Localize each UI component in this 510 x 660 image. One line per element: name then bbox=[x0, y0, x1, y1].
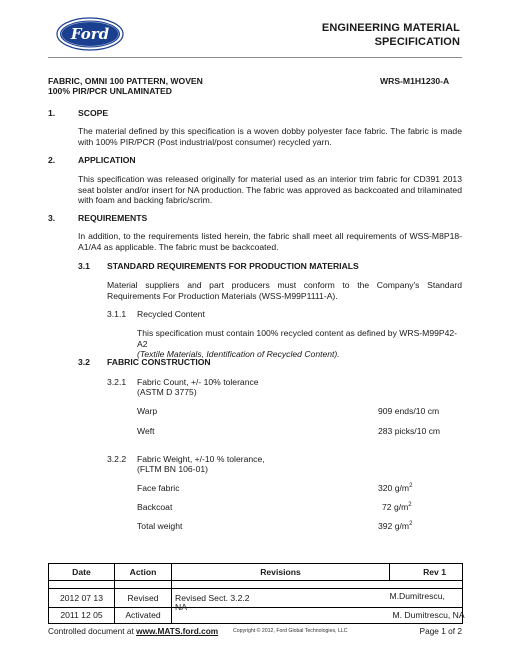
page-number: Page 1 of 2 bbox=[419, 626, 462, 636]
warp-value: 909 ends/10 cm bbox=[378, 406, 440, 416]
header-divider bbox=[48, 57, 462, 58]
revision-action: Revised bbox=[115, 589, 172, 608]
section-number-2: 2. bbox=[48, 155, 56, 165]
backcoat-label: Backcoat bbox=[137, 502, 173, 512]
table-row bbox=[49, 589, 463, 608]
revision-table-header bbox=[49, 564, 463, 581]
revision-table bbox=[48, 563, 463, 624]
section-3-1-1-text bbox=[137, 328, 467, 360]
revision-author: M. Dumitrescu, NA bbox=[390, 608, 463, 624]
recycled-content-requirement: This specification must contain 100% recycled content as defined by WRS-M99P42-A2 bbox=[137, 328, 458, 349]
section-heading-3-2: FABRIC CONSTRUCTION bbox=[107, 357, 211, 367]
section-heading-requirements: REQUIREMENTS bbox=[78, 213, 148, 223]
section-number-3-1: 3.1 bbox=[78, 261, 90, 271]
ford-logo bbox=[56, 17, 124, 51]
section-number-3-2-1: 3.2.1 bbox=[107, 377, 127, 387]
section-number-3-2: 3.2 bbox=[78, 357, 90, 367]
revision-description bbox=[172, 608, 390, 624]
document-type-title: ENGINEERING MATERIAL SPECIFICATION bbox=[321, 22, 460, 48]
spec-title-line2: 100% PIR/PCR UNLAMINATED bbox=[48, 86, 172, 96]
col-header-action: Action bbox=[115, 564, 172, 581]
section-heading-3-1-1: Recycled Content bbox=[137, 309, 205, 319]
revision-date: 2012 07 13 bbox=[49, 589, 115, 608]
revision-action: Activated bbox=[115, 608, 172, 624]
table-row bbox=[49, 608, 463, 624]
section-number-3-1-1: 3.1.1 bbox=[107, 309, 127, 319]
section-number-3-2-2: 3.2.2 bbox=[107, 454, 127, 464]
footer-controlled-text: Controlled document at bbox=[48, 626, 134, 636]
col-header-revisions: Revisions bbox=[172, 564, 390, 581]
mats-link[interactable]: www.MATS.ford.com bbox=[136, 626, 219, 636]
col-header-date: Date bbox=[49, 564, 115, 581]
spec-number: WRS-M1H1230-A bbox=[380, 76, 450, 86]
fabric-count-heading: Fabric Count, +/- 10% tolerance bbox=[137, 377, 259, 387]
section-heading-scope: SCOPE bbox=[78, 108, 109, 118]
logo-wordmark: Ford bbox=[70, 25, 110, 43]
fabric-count-method: (ASTM D 3775) bbox=[137, 387, 197, 397]
requirements-text: In addition, to the requirements listed herein, the fabric shall meet all requirements of WSS-M8P18-A1/A4 as applicable. The fabric must be backcoated. bbox=[78, 231, 462, 252]
section-heading-application: APPLICATION bbox=[78, 155, 136, 165]
revision-table-spacer bbox=[49, 581, 463, 589]
warp-label: Warp bbox=[137, 406, 158, 416]
total-weight-value: 392 $g/m^2$ bbox=[378, 521, 413, 531]
scope-text: The material defined by this specification is a woven dobby polyester face fabric. The fabric is made with 100% PIR/PCR (Post industrial/post consumer) recycled yarn. bbox=[78, 126, 462, 147]
application-text: This specification was released originally for material used as an interior trim fabric for CD391 2013 seat bolster and/or insert for NA production. The fabric was approved as backcoated and trilaminated with foam and backing fabric/scrim. bbox=[78, 174, 462, 206]
section-heading-3-1: STANDARD REQUIREMENTS FOR PRODUCTION MATERIALS bbox=[107, 261, 359, 271]
section-number-3: 3. bbox=[48, 213, 56, 223]
recycled-content-reference: (Textile Materials, Identification of Recycled Content). bbox=[137, 349, 340, 360]
revision-author: M.Dumitrescu, bbox=[390, 589, 463, 608]
revision-description: Revised Sect. 3.2.2 NA bbox=[175, 592, 250, 612]
footer-copyright: Copyright © 2012, Ford Global Technologies, LLC bbox=[233, 628, 348, 634]
backcoat-value: 72 $g/m^2$ bbox=[382, 502, 412, 512]
weft-label: Weft bbox=[137, 426, 155, 436]
fabric-weight-heading: Fabric Weight, +/-10 % tolerance, bbox=[137, 454, 265, 464]
section-number-1: 1. bbox=[48, 108, 56, 118]
total-weight-label: Total weight bbox=[137, 521, 183, 531]
footer-controlled bbox=[48, 626, 218, 636]
weft-value: 283 picks/10 cm bbox=[378, 426, 441, 436]
fabric-weight-method: (FLTM BN 106-01) bbox=[137, 464, 208, 474]
face-fabric-label: Face fabric bbox=[137, 483, 180, 493]
face-fabric-value: 320 $g/m^2$ bbox=[378, 483, 413, 493]
revision-date: 2011 12 05 bbox=[49, 608, 115, 624]
col-header-rev: Rev 1 bbox=[390, 564, 463, 581]
ford-oval-icon bbox=[56, 17, 124, 51]
section-3-1-text: Material suppliers and part producers must conform to the Company's Standard Requirements For Production Materials (WSS-M99P1111-A). bbox=[107, 280, 462, 301]
spec-title-line1: FABRIC, OMNI 100 PATTERN, WOVEN bbox=[48, 76, 203, 86]
